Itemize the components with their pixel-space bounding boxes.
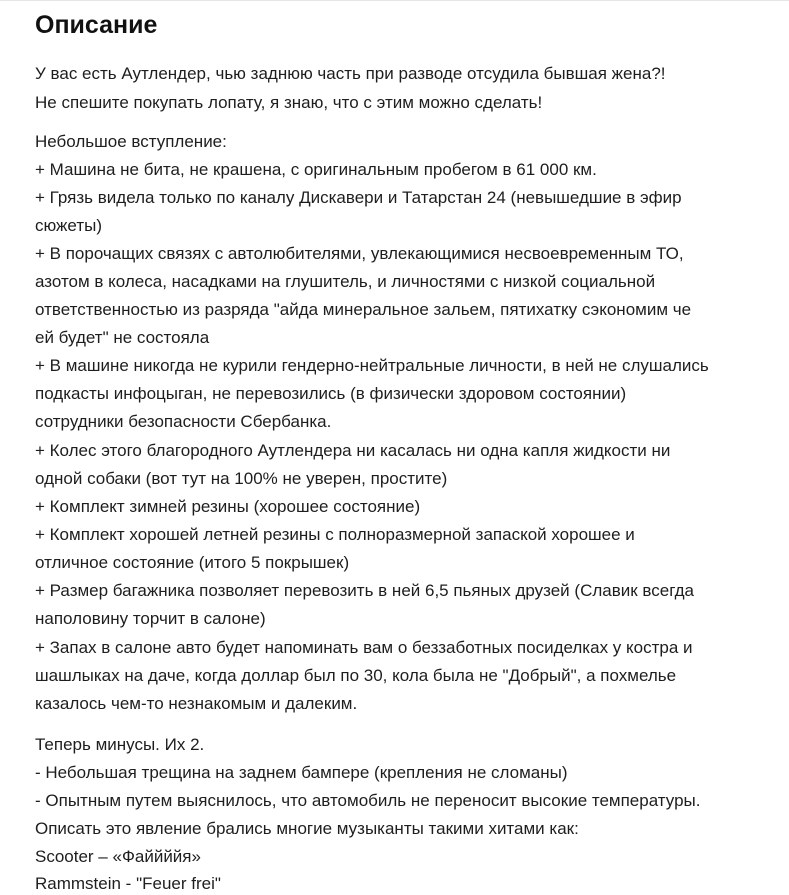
description-title: Описание <box>35 11 158 39</box>
description-line: сотрудники безопасности Сбербанка. <box>35 412 332 431</box>
description-line: казалось чем-то незнакомым и далеким. <box>35 694 358 713</box>
description-line: ей будет" не состояла <box>35 328 210 347</box>
description-line: одной собаки (вот тут на 100% не уверен, простите) <box>35 469 448 488</box>
description-line: отличное состояние (итого 5 покрышек) <box>35 553 350 572</box>
description-line: Rammstein - "Feuer frei" <box>35 874 221 893</box>
description-line: + В порочащих связях с автолюбителями, увлекающимися несвоевременным ТО, <box>35 244 684 263</box>
description-line: азотом в колеса, насадками на глушитель, и личностями с низкой социальной <box>35 272 656 291</box>
description-line: Не спешите покупать лопату, я знаю, что с этим можно сделать! <box>35 93 543 112</box>
description-line: + Машина не бита, не крашена, с оригинальным пробегом в 61 000 км. <box>35 160 597 179</box>
description-line: ответственностью из разряда "айда минеральное зальем, пятихатку сэкономим че <box>35 300 692 319</box>
description-line: + Колес этого благородного Аутлендера ни касалась ни одна капля жидкости ни <box>35 441 671 460</box>
description-line: + Грязь видела только по каналу Дискавери и Татарстан 24 (невышедшие в эфир <box>35 188 682 207</box>
description-line: Scooter – «Файйййя» <box>35 847 201 866</box>
description-line: - Опытным путем выяснилось, что автомобиль не переносит высокие температуры. <box>35 791 701 810</box>
description-line: + Комплект зимней резины (хорошее состояние) <box>35 497 421 516</box>
top-divider <box>0 0 789 1</box>
description-line: Небольшое вступление: <box>35 132 227 151</box>
description-line: сюжеты) <box>35 216 102 235</box>
description-line: + Запах в салоне авто будет напоминать вам о беззаботных посиделках у костра и <box>35 638 693 657</box>
description-line: + Комплект хорошей летней резины с полноразмерной запаской хорошее и <box>35 525 635 544</box>
description-line: шашлыках на даче, когда доллар был по 30, кола была не "Добрый", а похмелье <box>35 666 677 685</box>
description-line: У вас есть Аутлендер, чью заднюю часть при разводе отсудила бывшая жена?! <box>35 64 666 83</box>
description-line: + В машине никогда не курили гендерно-нейтральные личности, в ней не слушались <box>35 356 709 375</box>
description-line: наполовину торчит в салоне) <box>35 609 266 628</box>
description-line: подкасты инфоцыган, не перевозились (в физически здоровом состоянии) <box>35 384 627 403</box>
description-line: Описать это явление брались многие музыканты такими хитами как: <box>35 819 579 838</box>
description-line: - Небольшая трещина на заднем бампере (крепления не сломаны) <box>35 763 568 782</box>
description-line: + Размер багажника позволяет перевозить в ней 6,5 пьяных друзей (Славик всегда <box>35 581 695 600</box>
description-line: Теперь минусы. Их 2. <box>35 735 205 754</box>
